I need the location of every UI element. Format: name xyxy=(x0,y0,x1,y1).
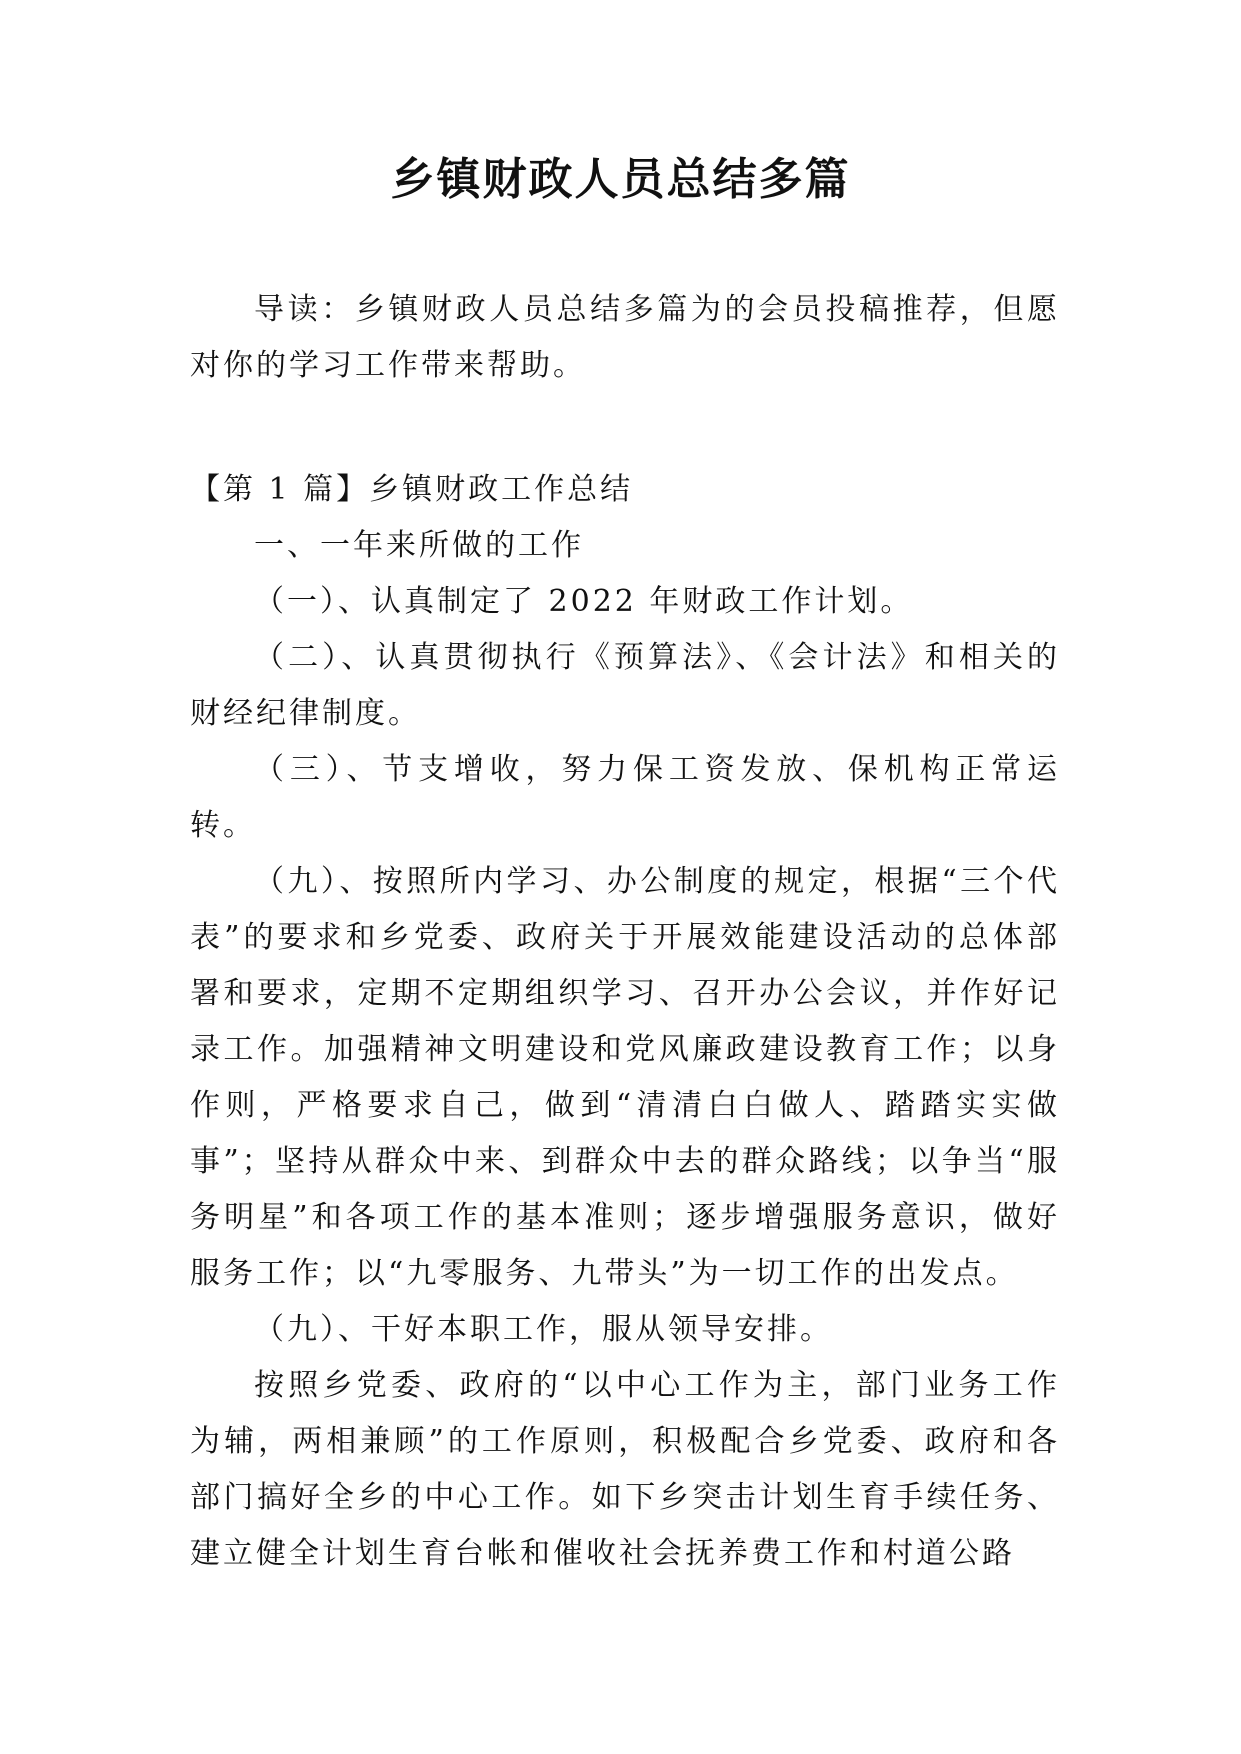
body-paragraph: 一、一年来所做的工作 xyxy=(254,528,584,563)
body-paragraph: （九）、干好本职工作，服从领导安排。 xyxy=(254,1312,833,1347)
body-paragraph: （九）、按照所内学习、办公制度的规定，根据“三个代表”的要求和乡党委、政府关于开展效能建设活动的总体部署和要求，定期不定期组织学习、召开办公会议，并作好记录工作。加强精神文明建设和党风廉政建设教育工作；以身作则，严格要求自己，做到“清清白白做人、踏踏实实做事”；坚持从群众中来、到群众中去的群众路线；以争当“服务明星”和各项工作的基本准则；逐步增强服务意识，做好服务工作；以“九零服务、九带头”为一切工作的出发点。 xyxy=(190,864,1060,1291)
body-paragraph: 按照乡党委、政府的“以中心工作为主，部门业务工作为辅，两相兼顾”的工作原则，积极配合乡党委、政府和各部门搞好全乡的中心工作。如下乡突击计划生育手续任务、建立健全计划生育台帐和催收社会抚养费工作和村道公路 xyxy=(190,1368,1060,1571)
document-title: 乡镇财政人员总结多篇 xyxy=(390,154,851,205)
body-paragraph: （二）、认真贯彻执行《预算法》、《会计法》和相关的财经纪律制度。 xyxy=(190,640,1060,731)
lead-paragraph: 导读：乡镇财政人员总结多篇为的会员投稿推荐，但愿对你的学习工作带来帮助。 xyxy=(190,292,1060,383)
section-heading: 【第 1 篇】乡镇财政工作总结 xyxy=(190,472,634,507)
main-body xyxy=(190,462,1060,1582)
lead-block xyxy=(190,282,1060,394)
body-paragraph: （三）、节支增收，努力保工资发放、保机构正常运转。 xyxy=(190,752,1060,843)
body-paragraph: （一）、认真制定了 2022 年财政工作计划。 xyxy=(254,584,914,619)
